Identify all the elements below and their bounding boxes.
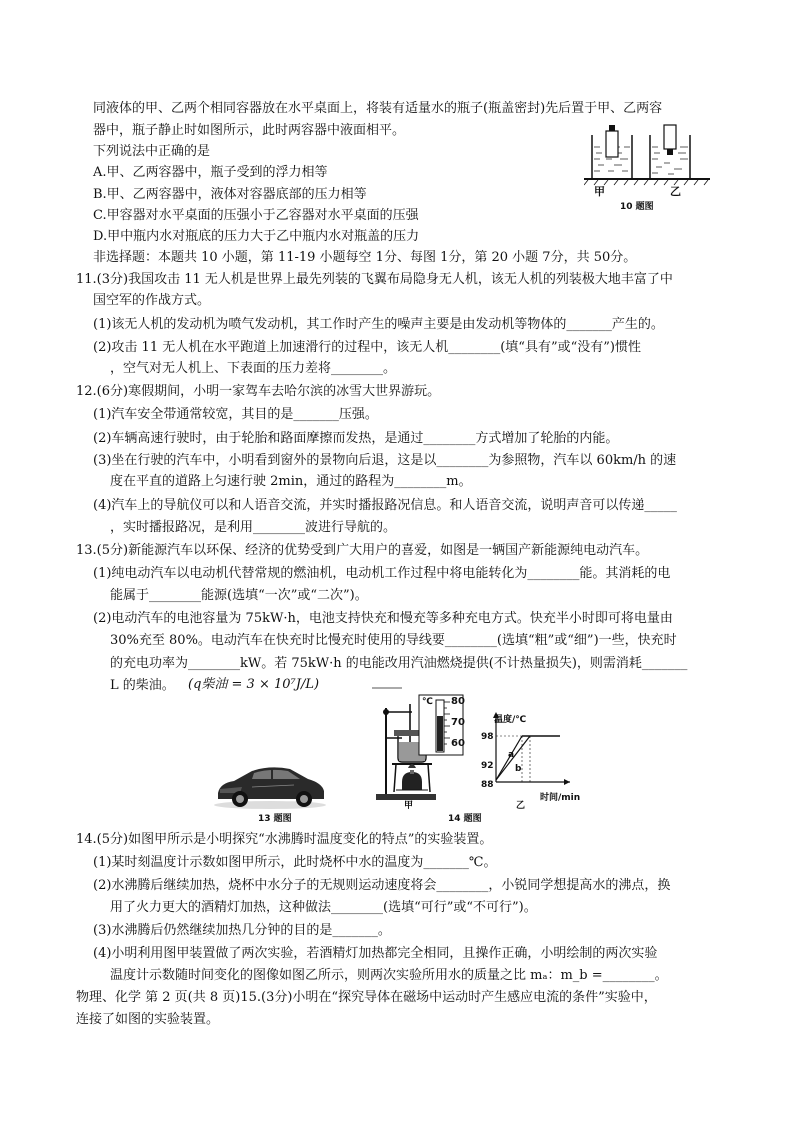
q14-fig-caption: 14 题图 [448, 814, 482, 824]
graph-ylabel: 温度/℃ [494, 715, 527, 725]
container-jia [592, 125, 632, 179]
q10-label-jia: 甲 [594, 185, 605, 198]
q13-fig-caption: 13 题图 [258, 814, 292, 824]
q10-stem-line2: 器中，瓶子静止时如图所示，此时两容器中液面相平。 [93, 123, 406, 138]
section-header: 非选择题：本题共 10 小题，第 11-19 小题每空 1分、每图 1分，第 20 小题 7分，共 50分。 [93, 250, 637, 265]
page-footer-q15-line1: 物理、化学 第 2 页(共 8 页)15.(3分)小明在“探究导体在磁场中运动时产生感应电流的条件”实验中， [76, 990, 657, 1005]
q10-option-d: D.甲中瓶内水对瓶底的压力大于乙中瓶内水对瓶盖的压力 [93, 229, 420, 244]
q11-stem-line2: 国空军的作战方式。 [93, 293, 211, 308]
q14-label-jia: 甲 [404, 801, 414, 811]
q13-car-figure [212, 759, 328, 811]
graph-line-a-label: a [508, 750, 515, 760]
q13-part1-line1: (1)纯电动汽车以电动机代替常规的燃油机，电动机工作过程中将电能转化为________能。其消耗的电 [93, 566, 671, 581]
graph-ytick-88: 88 [481, 780, 494, 790]
q12-part4-line2: ，实时播报路况，是利用________波进行导航的。 [110, 520, 397, 535]
q12-part3-line1: (3)坐在行驶的汽车中，小明看到窗外的景物向后退，这是以________为参照物，汽车以 60km/h 的速 [93, 453, 677, 468]
q14-part1: (1)某时刻温度计示数如图甲所示，此时烧杯中水的温度为_______℃。 [93, 855, 497, 870]
q14-part2-line2: 用了火力更大的酒精灯加热，这种做法________(选填“可行”或“不可行”)。 [110, 900, 537, 915]
q14-part4-line2: 温度计示数随时间变化的图像如图乙所示，则两次实验所用水的质量之比 mₐ：m_b =________。 [110, 968, 668, 983]
q12-part1: (1)汽车安全带通常较宽，其目的是_______压强。 [93, 407, 378, 422]
q11-part1: (1)该无人机的发动机为喷气发动机，其工作时产生的噪声主要是由发动机等物体的_______产生的。 [93, 317, 664, 332]
q13-stem: 13.(5分)新能源汽车以环保、经济的优势受到广大用户的喜爱，如图是一辆国产新能源纯电动汽车。 [76, 543, 649, 558]
graph-ytick-92: 92 [481, 761, 494, 771]
q10-fig-caption: 10 题图 [620, 202, 654, 212]
q11-part2-line2: ，空气对无人机上、下表面的压力差将________。 [110, 361, 397, 376]
q13-part2-line4: L 的柴油。 [110, 678, 175, 693]
q10-option-a: A.甲、乙两容器中，瓶子受到的浮力相等 [93, 165, 328, 180]
q12-part2: (2)车辆高速行驶时，由于轮胎和路面摩擦而发热，是通过________方式增加了轮胎的内能。 [93, 431, 619, 446]
container-yi [650, 125, 690, 179]
therm-tick-80: 80 [451, 696, 465, 707]
q12-stem: 12.(6分)寒假期间，小明一家驾车去哈尔滨的冰雪大世界游玩。 [76, 384, 441, 399]
graph-xlabel: 时间/min [540, 793, 581, 803]
q13-formula: (q柴油 = 3 × 10⁷J/L) [188, 677, 320, 692]
q15-line2: 连接了如图的实验装置。 [76, 1012, 220, 1027]
graph-ytick-98: 98 [481, 732, 494, 742]
therm-tick-70: 70 [451, 717, 465, 728]
therm-tick-60: 60 [451, 738, 465, 749]
q14-label-yi: 乙 [516, 801, 526, 811]
q12-part4-line1: (4)汽车上的导航仪可以和人语音交流，并实时播报路况信息。和人语音交流，说明声音可以传递_____ [93, 498, 677, 513]
q14-part2-line1: (2)水沸腾后继续加热，烧杯中水分子的无规则运动速度将会________，小锐同学想提高水的沸点，换 [93, 878, 671, 893]
q13-part2-line1: (2)电动汽车的电池容量为 75kW·h，电池支持快充和慢充等多种充电方式。快充半小时即可将电量由 [93, 611, 673, 626]
therm-unit: ℃ [422, 697, 433, 707]
q10-prompt: 下列说法中正确的是 [93, 144, 211, 159]
q10-stem-line1: 同液体的甲、乙两个相同容器放在水平桌面上，将装有适量水的瓶子(瓶盖密封)先后置于甲、乙两容 [93, 101, 663, 116]
q11-stem-line1: 11.(3分)我国攻击 11 无人机是世界上最先列装的飞翼布局隐身无人机，该无人机的列装极大地丰富了中 [76, 272, 673, 287]
q11-part2-line1: (2)攻击 11 无人机在水平跑道上加速滑行的过程中，该无人机________(填“具有”或“没有”)惯性 [93, 340, 641, 355]
q10-option-c: C.甲容器对水平桌面的压强小于乙容器对水平桌面的压强 [93, 208, 419, 223]
q12-part3-line2: 度在平直的道路上匀速行驶 2min，通过的路程为________m。 [110, 474, 472, 489]
q10-option-b: B.甲、乙两容器中，液体对容器底部的压力相等 [93, 187, 367, 202]
q14-part3: (3)水沸腾后仍然继续加热几分钟的目的是_______。 [93, 923, 391, 938]
graph-line-b-label: b [515, 764, 522, 774]
q14-part4-line1: (4)小明利用图甲装置做了两次实验，若酒精灯加热都完全相同，且操作正确，小明绘制的两次实验 [93, 946, 658, 961]
q13-part1-line2: 能属于________能源(选填“一次”或“二次”)。 [110, 588, 368, 603]
q10-label-yi: 乙 [670, 185, 681, 198]
q13-part2-line2: 30%充至 80%。电动汽车在快充时比慢充时使用的导线要________(选填“粗”或“细”)一些，快充时 [110, 633, 677, 648]
q13-part2-line3: 的充电功率为________kW。若 75kW·h 的电能改用汽油燃烧提供(不计热量损失)，则需消耗_______ [110, 656, 688, 671]
q14-stem: 14.(5分)如图甲所示是小明探究“水沸腾时温度变化的特点”的实验装置。 [76, 832, 493, 847]
